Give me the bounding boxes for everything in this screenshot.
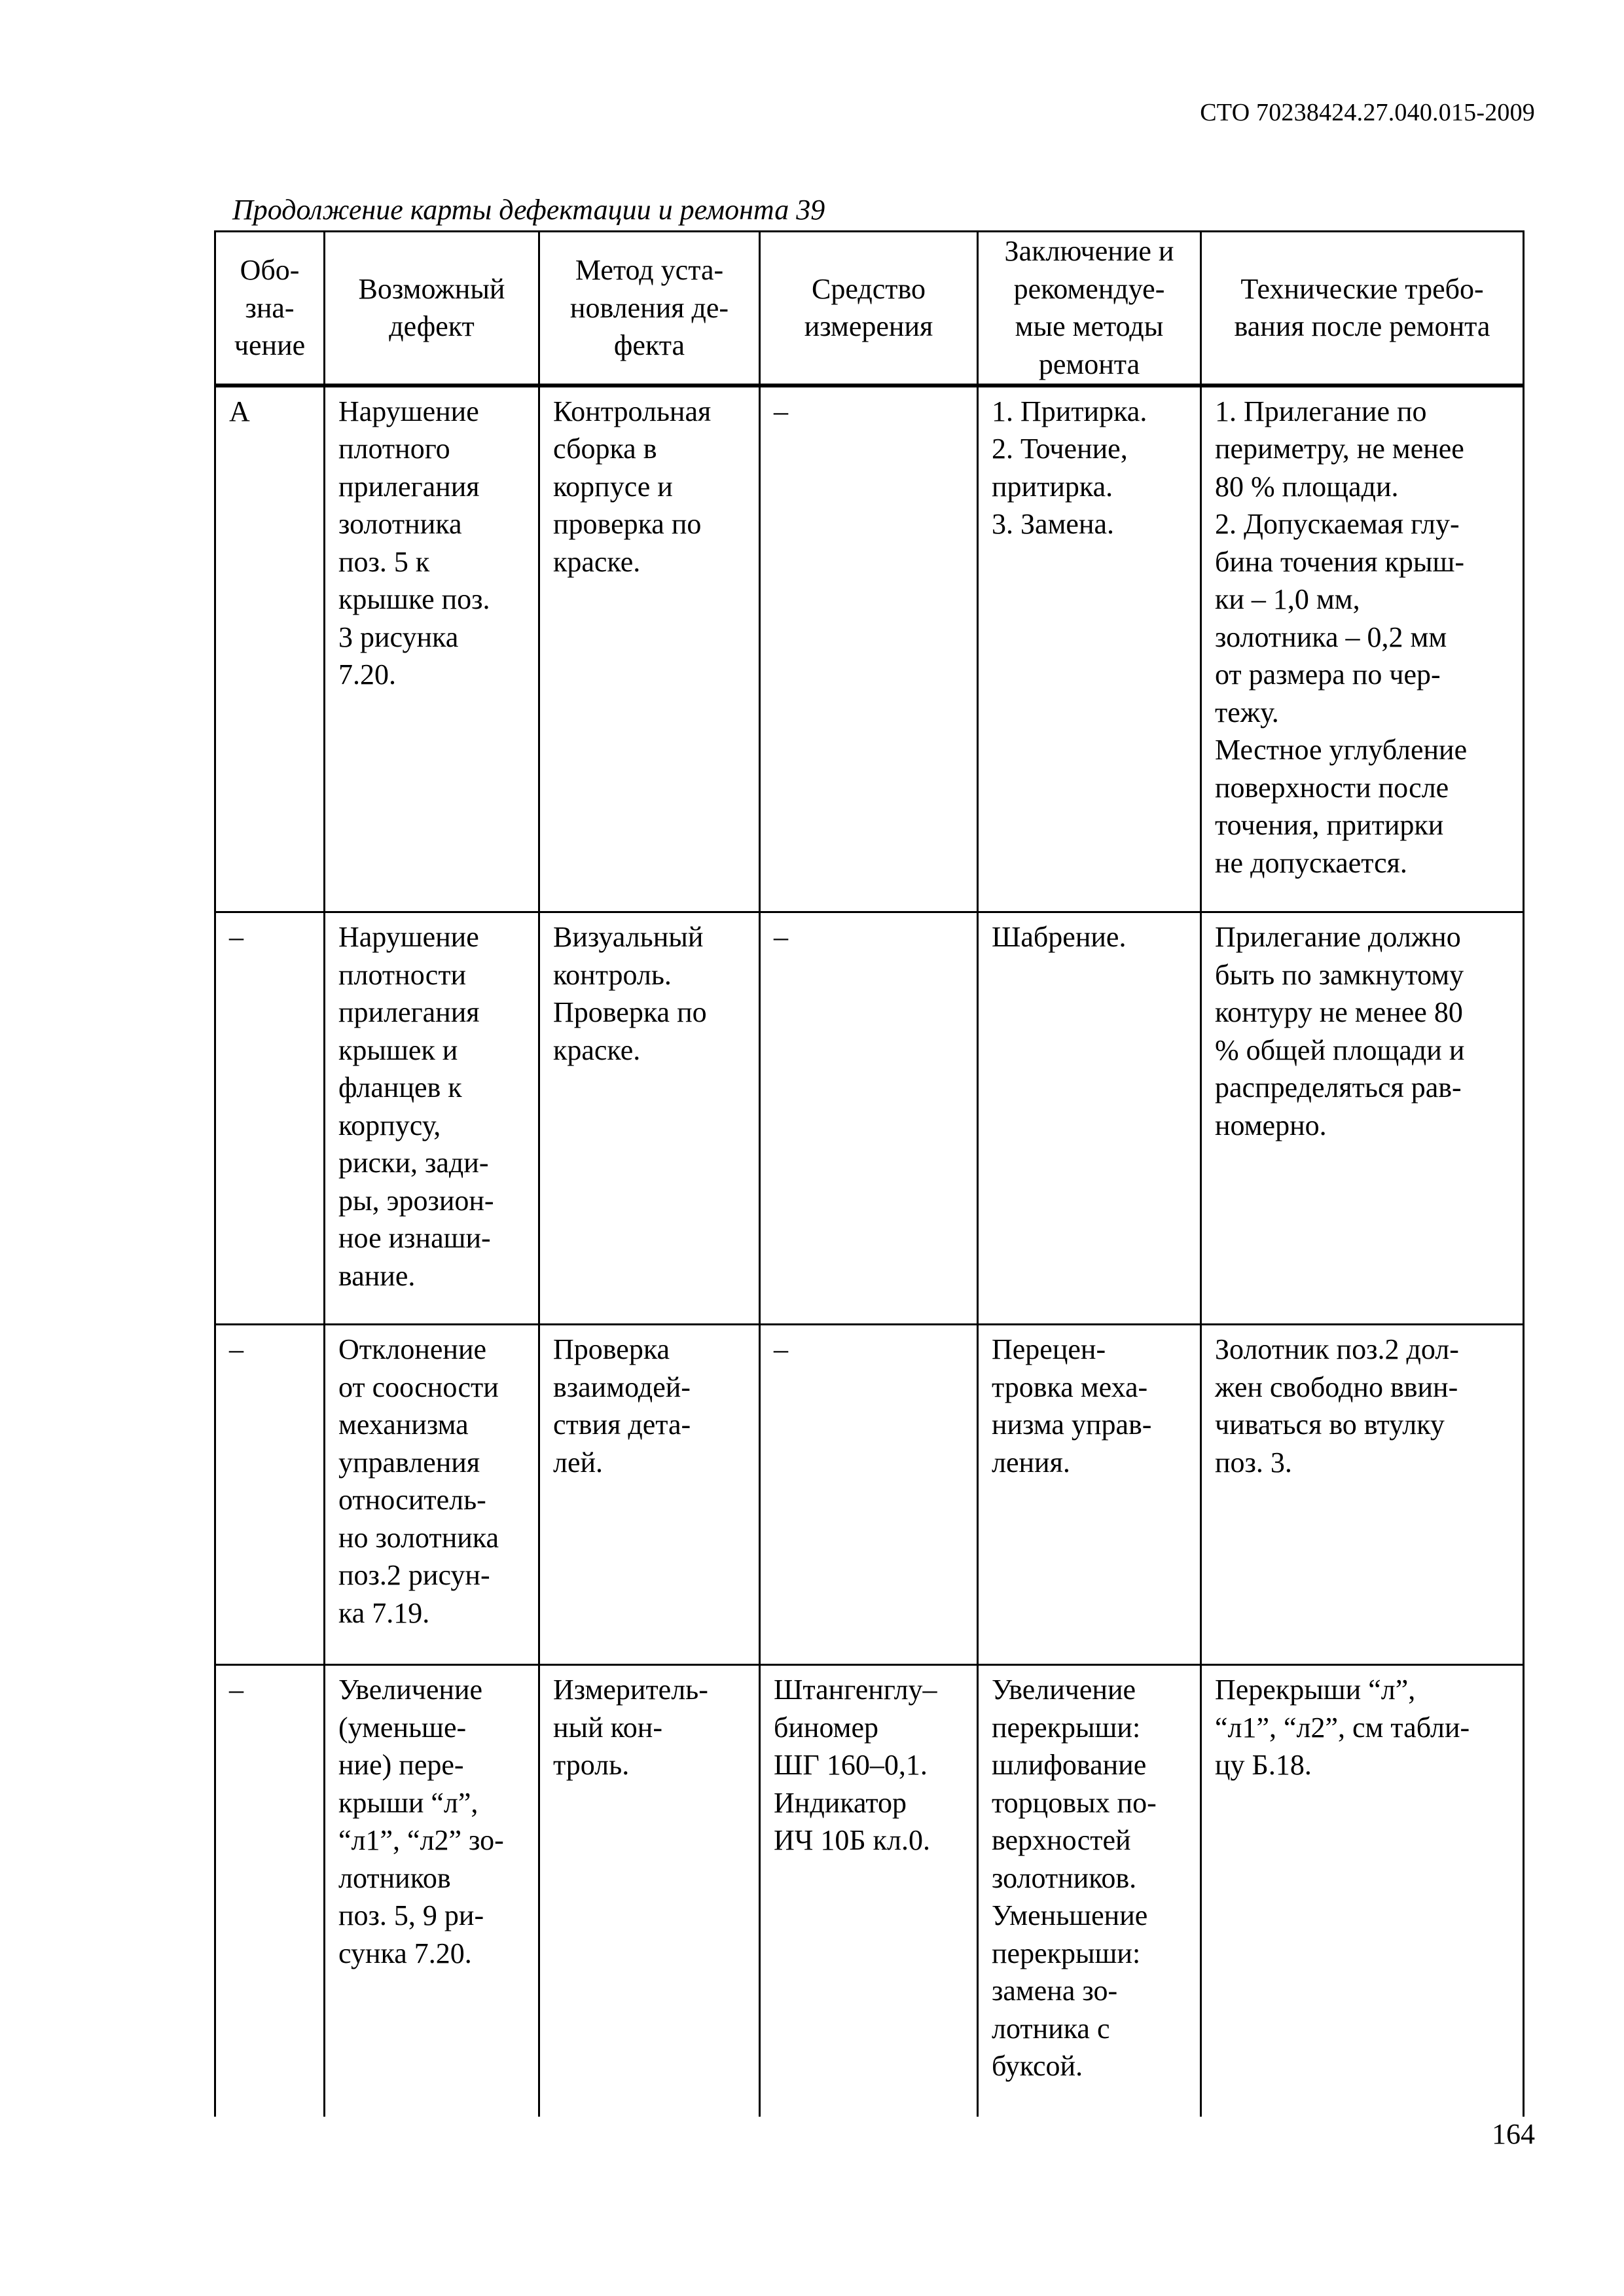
- document-code: СТО 70238424.27.040.015-2009: [1200, 99, 1535, 126]
- cell-conclusion: Перецен- тровка меха- низма управ- ления.: [978, 1325, 1201, 1665]
- cell-designation: А: [215, 386, 325, 912]
- table-header-row: [215, 232, 1524, 386]
- table-row: [215, 1665, 1524, 2117]
- defect-table: [214, 230, 1525, 2117]
- cell-conclusion: Увеличение перекрыши: шлифование торцовых по- верхностей золотников. Уменьшение перекрыши: замена зо- лотника с буксой.: [978, 1665, 1201, 2117]
- cell-designation: –: [215, 912, 325, 1325]
- table-caption: Продолжение карты дефектации и ремонта 39: [232, 194, 825, 226]
- cell-defect: Нарушение плотности прилегания крышек и фланцев к корпусу, риски, зади- ры, эрозион- ное изнаши- вание.: [325, 912, 539, 1325]
- column-header-method: Метод уста- новления де- фекта: [539, 232, 760, 386]
- column-header-designation: Обо- зна- чение: [215, 232, 325, 386]
- table-row: [215, 912, 1524, 1325]
- cell-designation: –: [215, 1665, 325, 2117]
- cell-instrument: Штангенглу– биномер ШГ 160–0,1. Индикатор ИЧ 10Б кл.0.: [760, 1665, 978, 2117]
- column-header-conclusion: Заключение и рекомендуе- мые методы ремонта: [978, 232, 1201, 386]
- cell-designation: –: [215, 1325, 325, 1665]
- table-row: [215, 386, 1524, 912]
- cell-requirements: 1. Прилегание по периметру, не менее 80 % площади. 2. Допускаемая глу- бина точения крыш- ки – 1,0 мм, золотника – 0,2 мм от размера по чер- тежу. Местное углубление поверхности после точения, притирки не допускается.: [1201, 386, 1524, 912]
- cell-defect: Нарушение плотного прилегания золотника поз. 5 к крышке поз. 3 рисунка 7.20.: [325, 386, 539, 912]
- column-header-requirements: Технические требо- вания после ремонта: [1201, 232, 1524, 386]
- cell-requirements: Перекрыши “л”, “л1”, “л2”, см табли- цу Б.18.: [1201, 1665, 1524, 2117]
- cell-requirements: Золотник поз.2 дол- жен свободно ввин- чиваться во втулку поз. 3.: [1201, 1325, 1524, 1665]
- cell-instrument: –: [760, 386, 978, 912]
- cell-conclusion: 1. Притирка. 2. Точение, притирка. 3. Замена.: [978, 386, 1201, 912]
- cell-instrument: –: [760, 1325, 978, 1665]
- cell-method: Проверка взаимодей- ствия дета- лей.: [539, 1325, 760, 1665]
- column-header-instrument: Средство измерения: [760, 232, 978, 386]
- cell-method: Визуальный контроль. Проверка по краске.: [539, 912, 760, 1325]
- table-row: [215, 1325, 1524, 1665]
- cell-method: Контрольная сборка в корпусе и проверка по краске.: [539, 386, 760, 912]
- cell-method: Измеритель- ный кон- троль.: [539, 1665, 760, 2117]
- page-number: 164: [1492, 2118, 1535, 2150]
- cell-defect: Отклонение от соосности механизма управления относитель- но золотника поз.2 рисун- ка 7.19.: [325, 1325, 539, 1665]
- cell-instrument: –: [760, 912, 978, 1325]
- cell-requirements: Прилегание должно быть по замкнутому контуру не менее 80 % общей площади и распределяться рав- номерно.: [1201, 912, 1524, 1325]
- cell-defect: Увеличение (уменьше- ние) пере- крыши “л”, “л1”, “л2” зо- лотников поз. 5, 9 ри- сунка 7.20.: [325, 1665, 539, 2117]
- column-header-defect: Возможный дефект: [325, 232, 539, 386]
- cell-conclusion: Шабрение.: [978, 912, 1201, 1325]
